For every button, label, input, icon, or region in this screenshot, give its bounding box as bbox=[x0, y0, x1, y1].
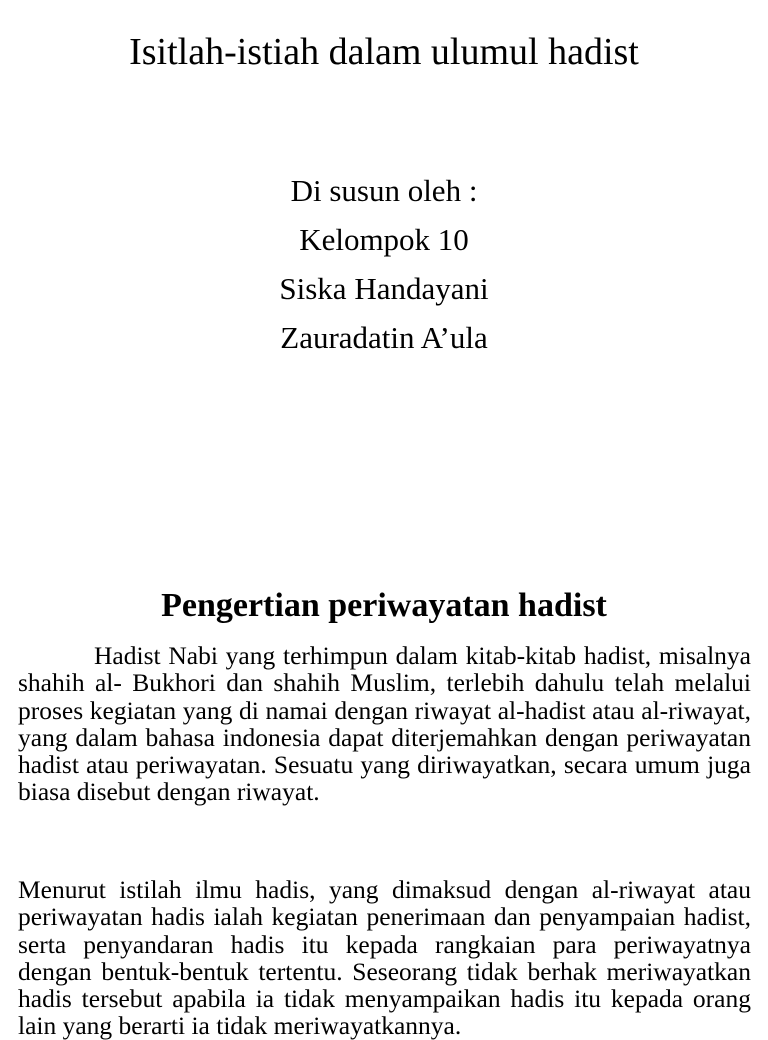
author-credits bbox=[0, 166, 768, 362]
group-name: Kelompok 10 bbox=[299, 222, 469, 257]
body-paragraph: Menurut istilah ilmu hadis, yang dimaksud dengan al-riwayat atau periwayatan hadis ialah kegiatan penerimaan dan penyampaian hadist, serta penyandaran hadis itu kepada rangkaian para periwayatnya dengan bentuk-bentuk tertentu. Seseorang tidak berhak meriwayatkan hadis tersebut apabila ia tidak menyampaikan hadis itu kepada orang lain yang berarti ia tidak meriwayatkannya. bbox=[18, 875, 751, 1040]
body-paragraph: Hadist Nabi yang terhimpun dalam kitab-kitab hadist, misalnya shahih al- Bukhori dan shahih Muslim, terlebih dahulu telah melalui proses kegiatan yang di namai dengan riwayat al-hadist atau al-riwayat, yang dalam bahasa indonesia dapat diterjemahkan dengan periwayatan hadist atau periwayatan. Sesuatu yang diriwayatkan, secara umum juga biasa disebut dengan riwayat. bbox=[18, 641, 751, 807]
document-title: Isitlah-istiah dalam ulumul hadist bbox=[129, 31, 639, 73]
section-heading: Pengertian periwayatan hadist bbox=[161, 587, 607, 624]
author-name: Zauradatin A’ula bbox=[280, 320, 488, 355]
author-name: Siska Handayani bbox=[279, 271, 489, 306]
credits-intro: Di susun oleh : bbox=[290, 173, 478, 208]
